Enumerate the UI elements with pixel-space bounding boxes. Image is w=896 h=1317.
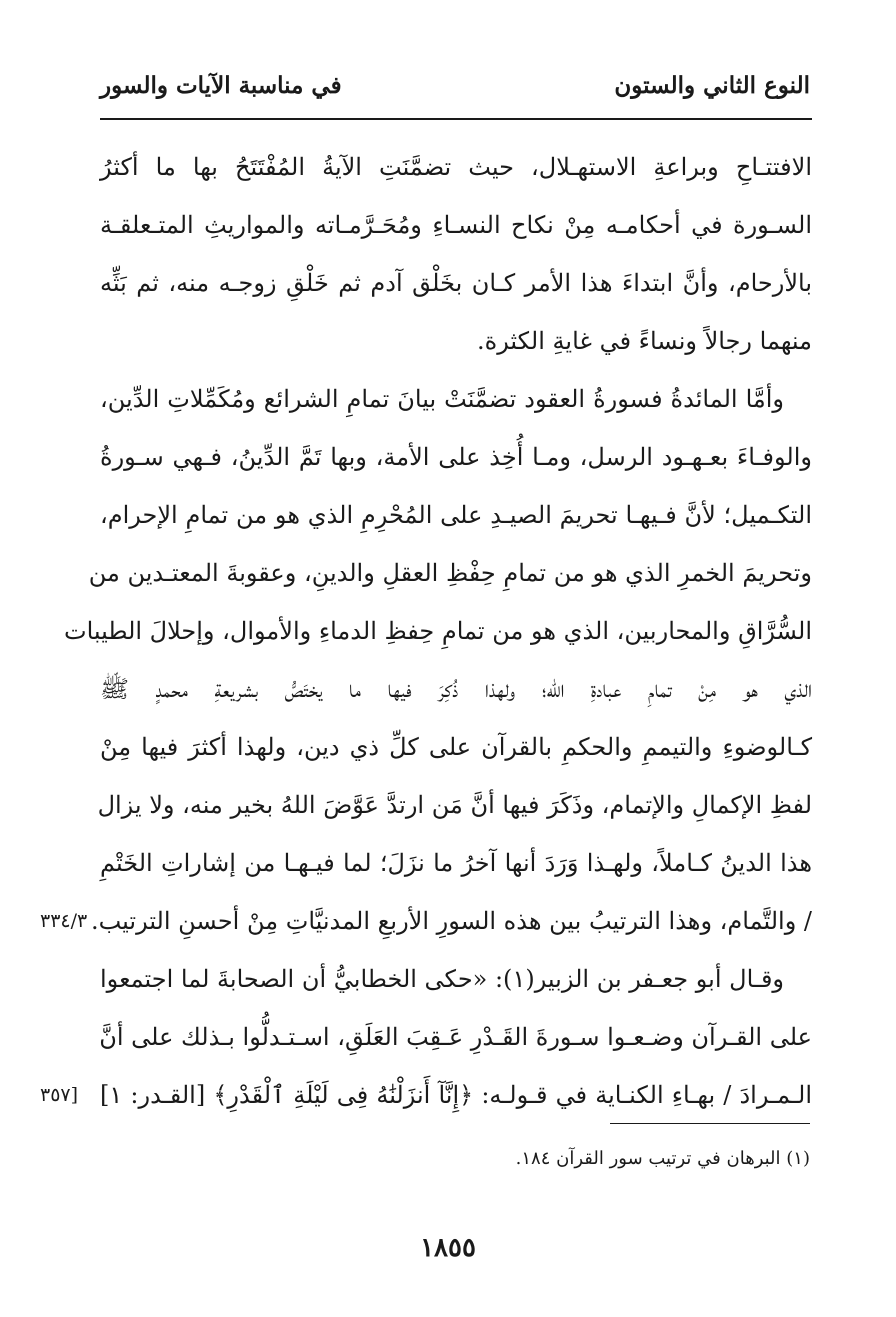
- text-line: التكـميل؛ لأنَّ فـيهـا تحريمَ الصيـدِ على المُحْرِمِ الذي هو من تمامِ الإحرام،: [100, 501, 812, 529]
- margin-reference: [٣٥٧: [40, 1084, 79, 1106]
- text-line: على القـرآن وضـعـوا سـورةَ القَـدْرِ عَـقِبَ العَلَقِ، اسـتـدلُّوا بـذلك على أنَّ: [99, 1023, 812, 1051]
- header-rule: [100, 118, 812, 120]
- footnote-rule: [610, 1123, 810, 1124]
- text-line: الافتتـاحِ وبراعةِ الاستهـلال، حيث تضمَّنَتِ الآيةُ المُفْتَتَحُ بها ما أكثرُ: [100, 153, 812, 181]
- running-head: [100, 66, 810, 110]
- line-text: الـمـرادَ / بهـاءِ الكنـاية في قـولـه: ﴿إِنَّآ أَنزَلْنَٰهُ فِى لَيْلَةِ ٱلْقَدْرِ﴾ [القـدر: ١]: [100, 1081, 812, 1109]
- text-line: بالأرحام، وأنَّ ابتداءَ هذا الأمر كـان بخَلْق آدم ثم خَلْقِ زوجـه منه، ثم بَثِّه: [100, 269, 812, 297]
- paragraph-start-line: وقـال أبو جعـفر بن الزبير(١): «حكى الخطابيُّ أن الصحابةَ لما اجتمعوا: [100, 965, 785, 993]
- page-number: ١٨٥٥: [420, 1233, 476, 1263]
- text-line-with-margin-ref: [40, 1066, 812, 1124]
- text-line: والوفـاءَ بعـهـود الرسل، ومـا أُخِذ على الأمة، وبها تَمَّ الدِّينُ، فـهي سـورةُ: [100, 443, 812, 471]
- body-text: [40, 138, 812, 1124]
- text-line: هذا الدينُ كـاملاً، ولهـذا وَرَدَ أنها آخرُ ما نزَلَ؛ لما فيـهـا من إشاراتِ الخَتْمِ: [100, 849, 812, 877]
- chapter-title: النوع الثاني والستون: [614, 72, 810, 99]
- text-line: السـورة في أحكامـه مِنْ نكاح النسـاءِ ومُحَـرَّمـاته والمواريثِ المتـعلقـة: [100, 211, 812, 239]
- line-text: / والتَّمام، وهذا الترتيبُ بين هذه السورِ الأربعِ المدنيَّاتِ مِنْ أحسنِ الترتيب.: [90, 907, 812, 935]
- text-line: السُّرَّاقِ والمحاربين، الذي هو من تمامِ حِفظِ الدماءِ والأموال، وإحلالَ الطيبات: [63, 617, 812, 645]
- footnote: (١) البرهان في ترتيب سور القرآن ١٨٤.: [515, 1148, 810, 1169]
- margin-reference: ٣٣٤/٣: [40, 910, 88, 932]
- text-line: كـالوضوءِ والتيممِ والحكمِ بالقرآن على كلِّ ذي دين، ولهذا أكثرَ فيها مِنْ: [100, 733, 812, 761]
- text-line: الذي هو مِنْ تمامِ عبادةِ الله؛ ولهذا ذُكِرَ فيها ما يختَصُّ بشريعةِ محمدٍ ﷺ: [100, 675, 812, 703]
- paragraph-start-line: وأمَّا المائدةُ فسورةُ العقود تضمَّنَتْ بيانَ تمامِ الشرائع ومُكَمِّلاتِ الدِّين،: [100, 385, 784, 413]
- text-line: وتحريمَ الخمرِ الذي هو من تمامِ حِفْظِ العقلِ والدينِ، وعقوبةَ المعتـدين من: [88, 559, 812, 587]
- text-line: منهما رجالاً ونساءً في غايةِ الكثرة.: [476, 327, 812, 355]
- text-line-with-margin-ref: [40, 892, 812, 950]
- text-line: لفظِ الإكمالِ والإتمام، وذَكَرَ فيها أنَّ مَن ارتدَّ عَوَّضَ اللهُ بخير منه، ولا يزال: [97, 791, 812, 819]
- section-title: في مناسبة الآيات والسور: [100, 72, 342, 99]
